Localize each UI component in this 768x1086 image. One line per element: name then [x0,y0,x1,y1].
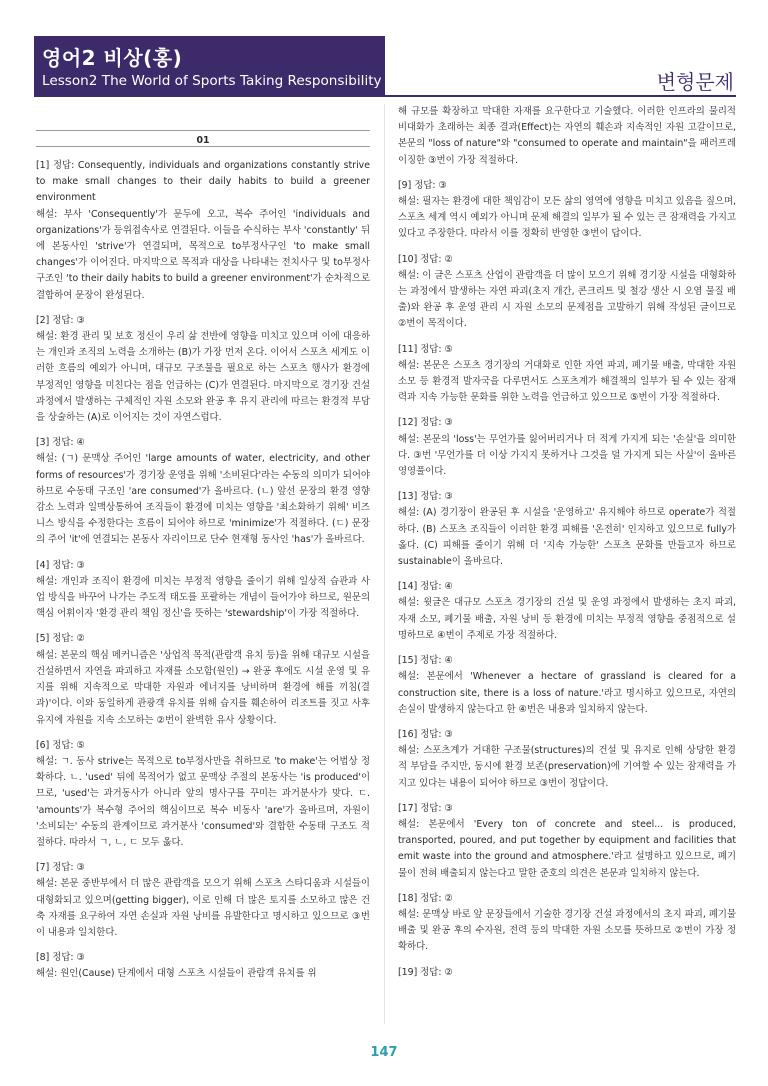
answer-heading: [6] 정답: ⑤ [36,739,85,751]
answer-heading: [18] 정답: ② [398,892,453,904]
right-column [398,104,736,981]
section-label: 변형문제 [656,70,734,94]
answer-heading: [17] 정답: ③ [398,802,453,814]
explanation: 해설: 환경 관리 및 보호 정신이 우리 삶 전반에 영향을 미치고 있으며 이에 대응하는 개인과 조직의 노력을 소개하는 (B)가 가장 먼저 온다. 이어서 스포츠 세계도 이러한 흐름의 예외가 아니며, 대규모 구조물을 필요로 하는 스포츠 행사가 환경에 부정적인 영향을 미친다는 점을 언급하는 (C)가 연결된다. 마지막으로 경기장 건설 과정에서 발생하는 구체적인 자원 소모와 완공 후 유지 관리에 따르는 환경적 부담을 상술하는 (A)로 이어지는 것이 자연스럽다. [36,331,370,424]
explanation-continued: 해 규모를 확장하고 막대한 자재를 요구한다고 기술했다. 이러한 인프라의 물리적 비대화가 초래하는 최종 결과(Effect)는 자연의 훼손과 지속적인 자원 고갈이므로, 본문의 "loss of nature"와 "consumed to operate and maintain"을 패러프레이징한 ③번이 가장 적절하다. [398,106,736,166]
header-title-box [34,36,385,96]
explanation: 해설: (A) 경기장이 완공된 후 시설을 '운영하고' 유지해야 하므로 operate가 적절하다. (B) 스포츠 조직들이 이러한 환경 피해를 '온전히' 인지하고 있으므로 fully가 옳다. (C) 피해를 줄이기 위해 더 '지속 가능한' 스포츠 문화를 만들고자 하므로 sustainable이 올바르다. [398,507,736,568]
page-number: 147 [370,1045,398,1060]
answer-heading: [3] 정답: ④ [36,437,85,449]
explanation: 해설: 본문 중반부에서 더 많은 관람객을 모으기 위해 스포츠 스타디움과 시설들이 대형화되고 있으며(getting bigger), 이로 인해 더 많은 토지를 소모하고 많은 건축 자재를 요구하여 자연 손실과 자원 낭비를 유발한다고 명시하고 있으므로 ③번이 내용과 일치한다. [36,878,370,938]
explanation: 해설: 본문에서 'Whenever a hectare of grassland is cleared for a construction site, there is a loss of nature.'라고 명시하고 있으므로, 자연의 손실이 발생하지 않는다고 한 ④번은 내용과 일치하지 않는다. [398,671,736,715]
explanation: 해설: 본문의 핵심 메커니즘은 '상업적 목적(관람객 유치 등)을 위해 대규모 시설을 건설하면서 자연을 파괴하고 자재를 소모함(원인) → 완공 후에도 시설 운영 및 유지를 위해 지속적으로 막대한 자원과 에너지를 낭비하며 환경에 해를 끼침(결과)'이다. 이와 동일하게 관광객 유치를 위해 습지를 훼손하여 리조트를 짓고 사후 유지에 자원을 지속 소모하는 ②번이 완벽한 유사 상황이다. [36,649,370,726]
answer-heading: [10] 정답: ② [398,253,453,265]
answer-heading: [14] 정답: ④ [398,581,453,593]
explanation: 해설: 원인(Cause) 단계에서 대형 스포츠 시설들이 관람객 유치를 위 [36,968,317,980]
left-column [36,122,370,992]
answer-heading: [7] 정답: ③ [36,862,85,874]
explanation: 해설: 부사 'Consequently'가 문두에 오고, 복수 주어인 'individuals and organizations'가 등위접속사로 연결된다. 이들을 수식하는 부사 'constantly' 뒤에 본동사인 'strive'가 연결되며, 목적으로 to부정사구인 'to make small changes'가 이어진다. 마지막으로 목적과 대상을 나타내는 전치사구 및 to부정사 구조인 'to their daily habits to build a greener environment'가 순차적으로 결합하여 문장이 완성된다. [36,208,370,301]
question-number-bar [36,122,370,154]
answer-heading: [16] 정답: ③ [398,728,453,740]
explanation: 해설: 윗글은 대규모 스포츠 경기장의 건설 및 운영 과정에서 발생하는 초지 파괴, 자재 소모, 폐기물 배출, 자원 낭비 등 환경에 미치는 부정적 영향을 중점적으로 설명하므로 ④번이 주제로 가장 적절하다. [398,597,736,641]
explanation: 해설: 본문에서 'Every ton of concrete and steel... is produced, transported, poured, and put together by equipment and facilities that emit waste into the ground and atmosphere.'라고 설명하고 있으므로, 폐기물이 전혀 배출되지 않는다고 말한 준호의 의견은 본문과 일치하지 않는다. [398,818,736,879]
answer-heading: [15] 정답: ④ [398,655,453,667]
answer-heading: [1] 정답: Consequently, individuals and organizations constantly strive to make small changes to their daily habits to build a greener environment [36,160,370,204]
column-divider [384,104,385,1024]
explanation: 해설: 본문의 'loss'는 무언가를 잃어버리거나 더 적게 가지게 되는 '손실'을 의미한다. ③번 '무언가를 더 이상 가지지 못하거나 그것을 덜 가지게 되는 사실'이 올바른 영영풀이다. [398,433,736,478]
answer-heading: [12] 정답: ③ [398,417,453,429]
rule-top [36,130,370,131]
explanation: 해설: 스포츠계가 거대한 구조물(structures)의 건설 및 유지로 인해 상당한 환경적 부담을 주지만, 동시에 환경 보존(preservation)에 기여할 수 있는 잠재력을 가지고 있다는 내용이 되어야 하므로 ③번이 정답이다. [398,745,736,789]
explanation: 해설: 필자는 환경에 대한 책임감이 모든 삶의 영역에 영향을 미치고 있음을 짚으며, 스포츠 세계 역시 예외가 아니며 문제 해결의 일부가 될 수 있는 큰 잠재력을 가지고 있다고 주장한다. 따라서 이를 정확히 반영한 ③번이 답이다. [398,196,736,240]
question-number: 01 [196,135,210,146]
answer-heading: [11] 정답: ⑤ [398,343,453,355]
explanation: 해설: 문맥상 바로 앞 문장들에서 기술한 경기장 건설 과정에서의 초지 파괴, 폐기물 배출 및 완공 후의 수자원, 전력 등의 막대한 자원 소모를 뜻하므로 ②번이 가장 정확하다. [398,908,736,953]
header-rule [34,95,736,97]
answer-heading: [19] 정답: ② [398,966,453,978]
answer-heading: [4] 정답: ③ [36,559,85,571]
explanation: 해설: 본문은 스포츠 경기장의 거대화로 인한 자연 파괴, 폐기물 배출, 막대한 자원 소모 등 환경적 발자국을 다루면서도 스포츠계가 해결책의 일부가 될 수 있는 잠재력과 지속 가능한 문화를 위한 노력을 언급하고 있으므로 ⑤번이 가장 적절하다. [398,359,736,404]
answer-heading: [9] 정답: ③ [398,179,447,191]
answer-heading: [13] 정답: ③ [398,491,453,503]
explanation: 해설: 개인과 조직이 환경에 미치는 부정적 영향을 줄이기 위해 일상적 습관과 사업 방식을 바꾸어 나가는 주도적 태도를 포괄하는 개념이 들어가야 하므로, 원문의 핵심 어휘이자 '환경 관리 책임 정신'을 뜻하는 'stewardship'이 가장 적절하다. [36,575,370,620]
answer-heading: [8] 정답: ③ [36,952,85,964]
explanation: 해설: ㄱ. 동사 strive는 목적으로 to부정사만을 취하므로 'to make'는 어법상 정확하다. ㄴ. 'used' 뒤에 목적어가 없고 문맥상 주절의 본동사는 'is produced'이므로, 'used'는 과거동사가 아니라 앞의 명사구를 꾸미는 과거분사가 맞다. ㄷ. 'amounts'가 복수형 주어의 핵심이므로 복수 비동사 'are'가 올바르며, 자원이 '소비되는' 수동의 관계이므로 과거분사 'consumed'와 결합한 수동태 구조도 적절하다. 따라서 ㄱ, ㄴ, ㄷ 모두 옳다. [36,755,370,848]
explanation: 해설: (ㄱ) 문맥상 주어인 'large amounts of water, electricity, and other forms of resources'가 경기장 운영을 위해 '소비된다'라는 수동의 의미가 되어야 하므로 수동태 구조인 'are consumed'가 올바르다. (ㄴ) 앞선 문장의 환경 영향 감소 노력과 일맥상통하여 조직들이 환경에 미치는 영향을 '최소화하기 위해' 비즈니스 방식을 수정한다는 흐름이 되어야 하므로 'minimize'가 적절하다. (ㄷ) 문장의 주어 'it'에 연결되는 본동사 자리이므로 단수 현재형 동사인 'has'가 올바르다. [36,453,370,546]
textbook-title: 영어2 비상(홍) [42,46,183,70]
explanation: 해설: 이 글은 스포츠 산업이 관람객을 더 많이 모으기 위해 경기장 시설을 대형화하는 과정에서 발생하는 자연 파괴(초지 개간, 콘크리트 및 철강 생산 시 오염 물질 배출)와 완공 후 운영 관리 시 자원 소모의 문제점을 고발하기 위해 작성된 글이므로 ②번이 목적이다. [398,269,736,330]
lesson-title: Lesson2 The World of Sports Taking Responsibility [42,73,382,89]
answer-heading: [2] 정답: ③ [36,314,85,326]
answer-heading: [5] 정답: ② [36,633,85,645]
rule-bottom [36,146,370,147]
